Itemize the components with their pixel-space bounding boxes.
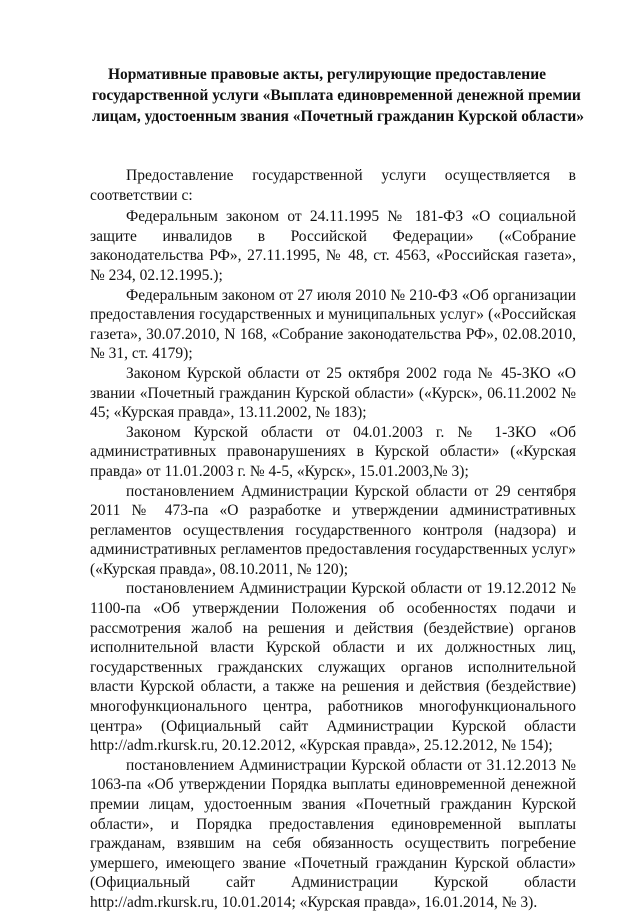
legal-act-paragraph: постановлением Администрации Курской области от 31.12.2013 № 1063-па «Об утверждении Порядка выплаты единовременной денежной премии лицам, удостоенным звания «Почетный гражданин Курской области», и Порядка предоставления единовременной выплаты гражданам, взявшим на себя обязанность осуществить погребение умершего, имеющего звание «Почетный гражданин Курской области» (Официальный сайт Администрации Курской области http://adm.rkursk.ru, 10.01.2014; «Курская правда», 16.01.2014, № 3).: [90, 756, 576, 911]
intro-paragraph: Предоставление государственной услуги осуществляется в соответствии с:: [90, 167, 576, 204]
legal-act-paragraph: Федеральным законом от 27 июля 2010 № 210-ФЗ «Об организации предоставления государственных и муниципальных услуг» («Российская газета», 30.07.2010, N 168, «Собрание законодательства РФ», 02.08.2010, № 31, ст. 4179);: [90, 286, 576, 363]
legal-act-paragraph: постановлением Администрации Курской области от 19.12.2012 № 1100-па «Об утверждении Положения об особенностях подачи и рассмотрения жалоб на решения и действия (бездействие) органов исполнительной власти Курской области и их должностных лиц, государственных гражданских служащих органов исполнительной власти Курской области, а также на решения и действия (бездействие) многофункционального центра, работников многофункционального центра» (Официальный сайт Администрации Курской области http://adm.rkursk.ru, 20.12.2012, «Курская правда», 25.12.2012, № 154);: [90, 580, 576, 755]
document-title: [92, 64, 585, 127]
document-body: [90, 166, 576, 913]
title-line: Нормативные правовые акты, регулирующие предоставление: [107, 66, 547, 83]
legal-act-paragraph: постановлением Администрации Курской области от 29 сентября 2011 № 473-па «О разработке и утверждении административных регламентов осуществления государственного контроля (надзора) и административных регламентов предоставления государственных услуг» («Курская правда», 08.10.2011, № 120);: [90, 482, 576, 578]
title-line: государственной услуги «Выплата единовременной денежной премии: [92, 87, 581, 104]
legal-act-paragraph: Федеральным законом от 24.11.1995 № 181-ФЗ «О социальной защите инвалидов в Российской Федерации» («Собрание законодательства РФ», 27.11.1995, № 48, ст. 4563, «Российская газета», № 234, 02.12.1995.);: [90, 208, 576, 284]
legal-act-paragraph: Законом Курской области от 04.01.2003 г. № 1-ЗКО «Об административных правонарушениях в Курской области» («Курская правда» от 11.01.2003 г. № 4-5, «Курск», 15.01.2003,№ 3);: [90, 423, 576, 480]
title-line: лицам, удостоенным звания «Почетный гражданин Курской области»: [92, 108, 585, 125]
legal-act-paragraph: Законом Курской области от 25 октября 2002 года № 45-ЗКО «О звании «Почетный гражданин Курской области» («Курск», 06.11.2002 № 45; «Курская правда», 13.11.2002, № 183);: [90, 364, 576, 422]
